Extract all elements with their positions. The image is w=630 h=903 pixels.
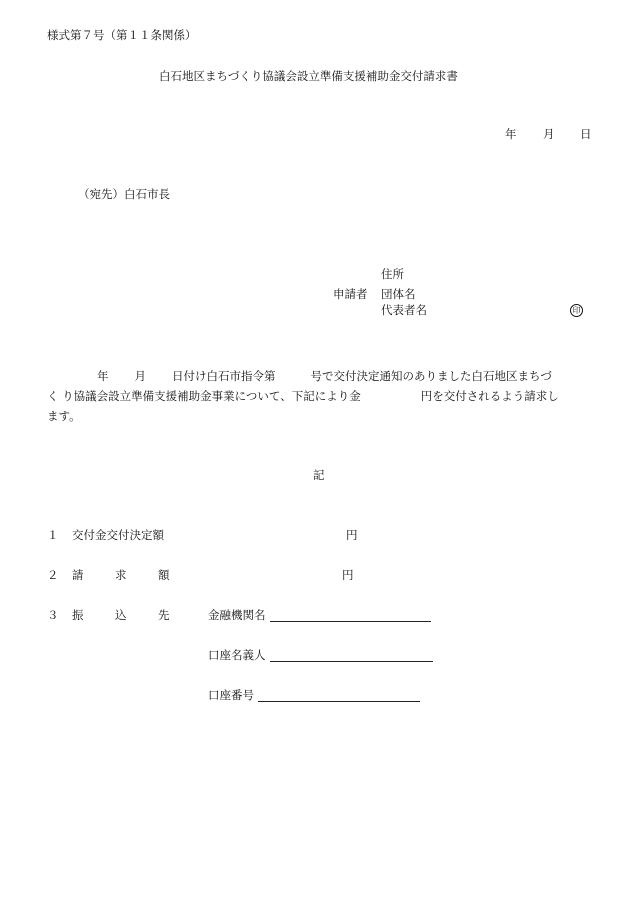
item-2-label-2: 求 bbox=[115, 568, 127, 582]
item-3-label-3: 先 bbox=[158, 608, 170, 622]
bank-institution-label: 金融機関名 bbox=[208, 608, 266, 622]
item-2-label-1: 請 bbox=[72, 568, 84, 582]
ki-heading: 記 bbox=[313, 468, 325, 482]
rep-label: 代表者名 bbox=[381, 303, 427, 317]
item-1-number: １ bbox=[47, 528, 59, 542]
date-day: 日 bbox=[580, 127, 592, 141]
item-3-label-1: 振 bbox=[72, 608, 84, 622]
seal-mark: 印 bbox=[570, 304, 583, 317]
item-1-label: 交付金交付決定額 bbox=[72, 528, 164, 542]
account-number-label: 口座番号 bbox=[208, 688, 254, 702]
date-year: 年 bbox=[505, 127, 517, 141]
form-number: 様式第７号（第１１条関係） bbox=[47, 28, 197, 42]
item-2-label-3: 額 bbox=[158, 568, 170, 582]
item-1-unit: 円 bbox=[346, 528, 358, 542]
body-paragraph bbox=[47, 366, 593, 426]
body-line-2: く り協議会設立準備支援補助金事業について、下記により金 円を交付されるよう請求し bbox=[47, 389, 559, 403]
applicant-label: 申請者 bbox=[333, 287, 368, 301]
account-number-line[interactable] bbox=[258, 701, 420, 702]
document-title: 白石地区まちづくり協議会設立準備支援補助金交付請求書 bbox=[159, 69, 458, 83]
addressee: （宛先）白石市長 bbox=[78, 187, 170, 201]
item-2-number: ２ bbox=[47, 568, 59, 582]
address-label: 住所 bbox=[381, 267, 404, 281]
account-holder-line[interactable] bbox=[270, 661, 433, 662]
bank-institution-line[interactable] bbox=[270, 621, 431, 622]
date-month: 月 bbox=[543, 127, 555, 141]
org-label: 団体名 bbox=[381, 287, 416, 301]
item-3-number: ３ bbox=[47, 608, 59, 622]
item-3-label-2: 込 bbox=[115, 608, 127, 622]
item-2-unit: 円 bbox=[342, 568, 354, 582]
body-line-3: ます。 bbox=[47, 409, 81, 423]
account-holder-label: 口座名義人 bbox=[208, 648, 266, 662]
body-line-1: 年 月 日付け白石市指令第 号で交付決定通知のありました白石地区まちづ bbox=[97, 369, 552, 383]
